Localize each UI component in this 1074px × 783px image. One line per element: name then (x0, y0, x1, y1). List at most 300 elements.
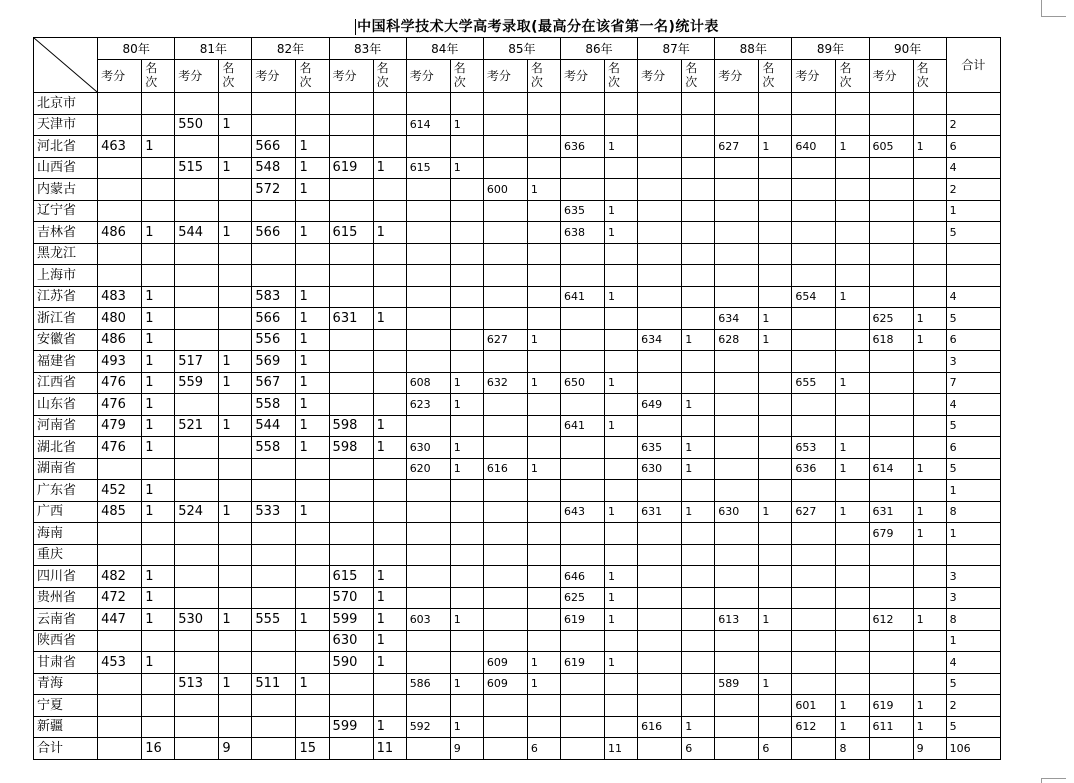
rank-cell: 1 (913, 609, 946, 631)
score-cell (715, 716, 759, 738)
rank-cell (296, 716, 329, 738)
province-name: 山西省 (34, 157, 98, 179)
year-header-84: 84年 (406, 38, 483, 60)
table-row (34, 351, 1001, 373)
score-cell (252, 587, 296, 609)
province-name: 贵州省 (34, 587, 98, 609)
score-cell: 524 (175, 501, 219, 523)
rank-cell: 1 (682, 394, 715, 416)
score-cell (869, 673, 913, 695)
rank-cell (759, 523, 792, 545)
rank-cell (296, 114, 329, 136)
score-cell (869, 630, 913, 652)
rank-cell: 1 (373, 587, 406, 609)
rank-cell (913, 243, 946, 265)
rank-cell: 1 (913, 523, 946, 545)
rank-cell (219, 652, 252, 674)
score-cell (560, 179, 604, 201)
rank-cell: 1 (142, 286, 175, 308)
rank-cell (913, 437, 946, 459)
row-total-cell: 3 (946, 351, 1000, 373)
rank-cell (682, 415, 715, 437)
rank-cell (373, 179, 406, 201)
score-cell: 559 (175, 372, 219, 394)
rank-cell (219, 544, 252, 566)
rank-cell (373, 329, 406, 351)
score-cell: 600 (483, 179, 527, 201)
score-cell (715, 222, 759, 244)
rank-cell (219, 523, 252, 545)
score-cell: 586 (406, 673, 450, 695)
score-cell: 592 (406, 716, 450, 738)
rank-cell (450, 630, 483, 652)
row-total-cell: 2 (946, 695, 1000, 717)
score-cell: 614 (869, 458, 913, 480)
province-name: 吉林省 (34, 222, 98, 244)
score-cell (483, 695, 527, 717)
score-cell: 631 (869, 501, 913, 523)
rank-cell (373, 394, 406, 416)
score-cell (329, 351, 373, 373)
score-cell (406, 351, 450, 373)
rank-header (682, 60, 715, 93)
score-cell: 627 (715, 136, 759, 158)
score-cell (715, 415, 759, 437)
rank-header (913, 60, 946, 93)
score-cell: 614 (406, 114, 450, 136)
rank-cell (759, 243, 792, 265)
rank-cell (527, 200, 560, 222)
score-cell: 550 (175, 114, 219, 136)
rank-cell (605, 673, 638, 695)
rank-cell: 1 (296, 351, 329, 373)
rank-cell (682, 243, 715, 265)
rank-cell: 1 (142, 372, 175, 394)
rank-cell: 1 (142, 394, 175, 416)
rank-cell (682, 93, 715, 115)
rank-cell: 1 (219, 415, 252, 437)
score-cell (869, 544, 913, 566)
rank-cell (296, 200, 329, 222)
score-header: 考分 (792, 60, 836, 93)
rank-cell (759, 630, 792, 652)
rank-cell (219, 716, 252, 738)
rank-cell (913, 351, 946, 373)
document-title-text: 中国科学技术大学高考录取(最高分在该省第一名)统计表 (357, 19, 719, 35)
rank-cell: 1 (142, 437, 175, 459)
table-row (34, 394, 1001, 416)
table-row (34, 501, 1001, 523)
rank-cell (759, 415, 792, 437)
rank-cell (527, 544, 560, 566)
rank-header (759, 60, 792, 93)
score-cell (252, 114, 296, 136)
rank-cell: 1 (296, 372, 329, 394)
score-cell (715, 458, 759, 480)
rank-cell (527, 351, 560, 373)
rank-cell (219, 136, 252, 158)
rank-cell: 1 (373, 716, 406, 738)
rank-cell: 1 (759, 609, 792, 631)
footer-count-cell: 11 (605, 738, 638, 760)
score-cell: 569 (252, 351, 296, 373)
year-header-81: 81年 (175, 38, 252, 60)
footer-grand-total: 106 (946, 738, 1000, 760)
row-total-cell (946, 243, 1000, 265)
row-total-cell: 5 (946, 308, 1000, 330)
score-cell (406, 93, 450, 115)
score-cell (175, 630, 219, 652)
rank-header-top: 名 (916, 61, 929, 76)
score-cell (98, 716, 142, 738)
page-corner-mark-bottom (1041, 778, 1066, 783)
rank-cell (682, 587, 715, 609)
score-cell (175, 458, 219, 480)
footer-count-cell: 16 (142, 738, 175, 760)
score-cell (638, 243, 682, 265)
rank-cell (527, 415, 560, 437)
rank-cell (527, 437, 560, 459)
score-cell (329, 458, 373, 480)
rank-cell: 1 (296, 501, 329, 523)
rank-cell (527, 222, 560, 244)
score-cell (638, 351, 682, 373)
footer-count-cell: 9 (219, 738, 252, 760)
rank-cell (142, 458, 175, 480)
province-name: 广东省 (34, 480, 98, 502)
score-cell (329, 523, 373, 545)
score-cell (869, 114, 913, 136)
rank-cell: 1 (527, 458, 560, 480)
rank-cell (682, 652, 715, 674)
province-name: 上海市 (34, 265, 98, 287)
footer-label: 合计 (34, 738, 98, 760)
score-cell (638, 136, 682, 158)
rank-cell (373, 243, 406, 265)
score-cell (252, 200, 296, 222)
rank-header-bottom: 次 (299, 75, 312, 89)
score-cell: 646 (560, 566, 604, 588)
score-cell (252, 93, 296, 115)
score-cell (715, 523, 759, 545)
score-header: 考分 (98, 60, 142, 93)
rank-cell (373, 673, 406, 695)
rank-cell (373, 351, 406, 373)
score-cell (175, 265, 219, 287)
score-cell: 548 (252, 157, 296, 179)
province-name: 重庆 (34, 544, 98, 566)
score-cell (638, 652, 682, 674)
rank-cell (219, 308, 252, 330)
table-row (34, 587, 1001, 609)
score-cell (329, 93, 373, 115)
score-cell: 636 (792, 458, 836, 480)
rank-cell (836, 673, 869, 695)
score-cell: 556 (252, 329, 296, 351)
rank-cell: 1 (913, 136, 946, 158)
table-row (34, 630, 1001, 652)
subheader-row (34, 60, 1001, 93)
rank-cell (450, 286, 483, 308)
rank-cell (219, 179, 252, 201)
score-cell: 641 (560, 415, 604, 437)
rank-cell: 1 (682, 437, 715, 459)
score-cell (483, 716, 527, 738)
rank-cell: 1 (296, 394, 329, 416)
score-cell (638, 114, 682, 136)
year-header-85: 85年 (483, 38, 560, 60)
score-cell (715, 200, 759, 222)
rank-header-top: 名 (145, 61, 158, 76)
score-cell: 603 (406, 609, 450, 631)
rank-cell (373, 265, 406, 287)
rank-cell: 1 (219, 501, 252, 523)
rank-cell (142, 93, 175, 115)
score-cell (869, 200, 913, 222)
score-cell (560, 630, 604, 652)
score-cell: 482 (98, 566, 142, 588)
score-cell: 631 (329, 308, 373, 330)
table-row (34, 566, 1001, 588)
score-cell (715, 286, 759, 308)
rank-cell: 1 (836, 286, 869, 308)
score-cell (715, 480, 759, 502)
rank-cell (836, 157, 869, 179)
rank-cell (836, 265, 869, 287)
table-row (34, 265, 1001, 287)
rank-cell (450, 200, 483, 222)
score-cell (792, 329, 836, 351)
rank-cell: 1 (296, 437, 329, 459)
province-name: 山东省 (34, 394, 98, 416)
table-row (34, 652, 1001, 674)
score-cell (406, 308, 450, 330)
table-row (34, 136, 1001, 158)
score-cell: 654 (792, 286, 836, 308)
rank-cell: 1 (450, 372, 483, 394)
rank-cell (373, 136, 406, 158)
score-cell: 599 (329, 609, 373, 631)
score-cell (638, 372, 682, 394)
rank-cell: 1 (450, 458, 483, 480)
rank-cell (605, 114, 638, 136)
score-cell (715, 587, 759, 609)
row-total-cell: 5 (946, 222, 1000, 244)
rank-cell (527, 587, 560, 609)
year-header-86: 86年 (560, 38, 637, 60)
score-cell (792, 480, 836, 502)
rank-cell (219, 437, 252, 459)
rank-cell (836, 609, 869, 631)
rank-cell (219, 695, 252, 717)
score-cell (869, 437, 913, 459)
score-cell (329, 329, 373, 351)
rank-cell (142, 243, 175, 265)
row-total-cell: 5 (946, 415, 1000, 437)
rank-cell (219, 243, 252, 265)
rank-cell (913, 372, 946, 394)
score-cell: 613 (715, 609, 759, 631)
province-name: 湖南省 (34, 458, 98, 480)
score-cell: 625 (560, 587, 604, 609)
rank-cell (605, 351, 638, 373)
rank-cell (759, 652, 792, 674)
score-cell (483, 523, 527, 545)
footer-empty-score (329, 738, 373, 760)
score-cell: 631 (638, 501, 682, 523)
score-cell (638, 286, 682, 308)
rank-cell (836, 544, 869, 566)
province-name: 辽宁省 (34, 200, 98, 222)
row-total-cell: 3 (946, 566, 1000, 588)
table-row (34, 523, 1001, 545)
rank-cell (913, 673, 946, 695)
rank-cell: 1 (450, 673, 483, 695)
rank-cell: 1 (450, 157, 483, 179)
province-name: 新疆 (34, 716, 98, 738)
rank-cell (759, 695, 792, 717)
row-total-cell: 6 (946, 329, 1000, 351)
rank-cell: 1 (527, 652, 560, 674)
province-name: 广西 (34, 501, 98, 523)
rank-cell (836, 415, 869, 437)
rank-cell: 1 (450, 437, 483, 459)
rank-cell (296, 587, 329, 609)
rank-header-top: 名 (299, 61, 312, 76)
rank-cell: 1 (605, 372, 638, 394)
score-cell (252, 652, 296, 674)
score-cell: 558 (252, 437, 296, 459)
rank-cell: 1 (142, 329, 175, 351)
footer-empty-score (869, 738, 913, 760)
rank-cell (682, 286, 715, 308)
rank-cell: 1 (527, 673, 560, 695)
rank-cell: 1 (913, 458, 946, 480)
footer-count-cell: 15 (296, 738, 329, 760)
score-cell: 619 (869, 695, 913, 717)
score-cell: 598 (329, 415, 373, 437)
score-cell (98, 458, 142, 480)
score-cell (792, 200, 836, 222)
score-cell (715, 630, 759, 652)
footer-count-cell: 11 (373, 738, 406, 760)
row-total-cell: 1 (946, 630, 1000, 652)
rank-cell (682, 114, 715, 136)
score-cell (869, 157, 913, 179)
rank-cell (759, 265, 792, 287)
year-header-88: 88年 (715, 38, 792, 60)
score-cell: 630 (715, 501, 759, 523)
score-cell (329, 544, 373, 566)
rank-cell (605, 695, 638, 717)
rank-cell (759, 437, 792, 459)
rank-header (605, 60, 638, 93)
rank-cell: 1 (142, 652, 175, 674)
rank-header-top: 名 (608, 61, 621, 76)
score-cell (483, 587, 527, 609)
score-cell: 479 (98, 415, 142, 437)
rank-cell: 1 (373, 308, 406, 330)
score-cell (792, 157, 836, 179)
score-cell (406, 695, 450, 717)
score-cell: 641 (560, 286, 604, 308)
score-cell (175, 652, 219, 674)
score-cell (98, 673, 142, 695)
footer-count-cell: 8 (836, 738, 869, 760)
score-cell (329, 136, 373, 158)
score-cell: 486 (98, 222, 142, 244)
table-row (34, 415, 1001, 437)
rank-cell (527, 566, 560, 588)
score-cell: 635 (560, 200, 604, 222)
score-cell (715, 243, 759, 265)
score-cell: 616 (638, 716, 682, 738)
score-cell (715, 93, 759, 115)
score-cell (869, 652, 913, 674)
rank-header-bottom: 次 (222, 75, 235, 89)
rank-cell (142, 630, 175, 652)
score-cell (869, 93, 913, 115)
score-cell (638, 544, 682, 566)
row-total-cell: 4 (946, 157, 1000, 179)
score-cell (792, 415, 836, 437)
province-name: 四川省 (34, 566, 98, 588)
score-cell (560, 716, 604, 738)
score-cell: 511 (252, 673, 296, 695)
score-cell (329, 501, 373, 523)
rank-cell: 1 (219, 609, 252, 631)
province-name: 陕西省 (34, 630, 98, 652)
rank-cell: 1 (142, 609, 175, 631)
rank-cell: 1 (373, 566, 406, 588)
rank-header-bottom: 次 (916, 75, 929, 89)
rank-cell: 1 (605, 587, 638, 609)
rank-header-bottom: 次 (685, 75, 698, 89)
score-cell: 615 (406, 157, 450, 179)
score-cell (715, 351, 759, 373)
rank-header (836, 60, 869, 93)
row-total-cell: 1 (946, 523, 1000, 545)
score-cell (792, 630, 836, 652)
score-cell (98, 93, 142, 115)
score-cell (175, 179, 219, 201)
score-cell (560, 437, 604, 459)
score-cell (98, 157, 142, 179)
rank-cell: 1 (373, 630, 406, 652)
rank-cell: 1 (296, 329, 329, 351)
province-name: 河南省 (34, 415, 98, 437)
rank-cell (759, 458, 792, 480)
score-cell (483, 308, 527, 330)
province-name: 江苏省 (34, 286, 98, 308)
score-cell (638, 566, 682, 588)
row-total-cell: 4 (946, 652, 1000, 674)
score-cell (792, 523, 836, 545)
score-cell: 483 (98, 286, 142, 308)
rank-cell (142, 179, 175, 201)
score-cell: 627 (792, 501, 836, 523)
rank-cell (682, 566, 715, 588)
score-cell: 634 (715, 308, 759, 330)
score-cell (252, 265, 296, 287)
score-header: 考分 (869, 60, 913, 93)
score-cell: 453 (98, 652, 142, 674)
rank-cell (219, 587, 252, 609)
rank-cell: 1 (605, 652, 638, 674)
rank-cell: 1 (913, 716, 946, 738)
rank-cell (219, 286, 252, 308)
score-cell (483, 136, 527, 158)
